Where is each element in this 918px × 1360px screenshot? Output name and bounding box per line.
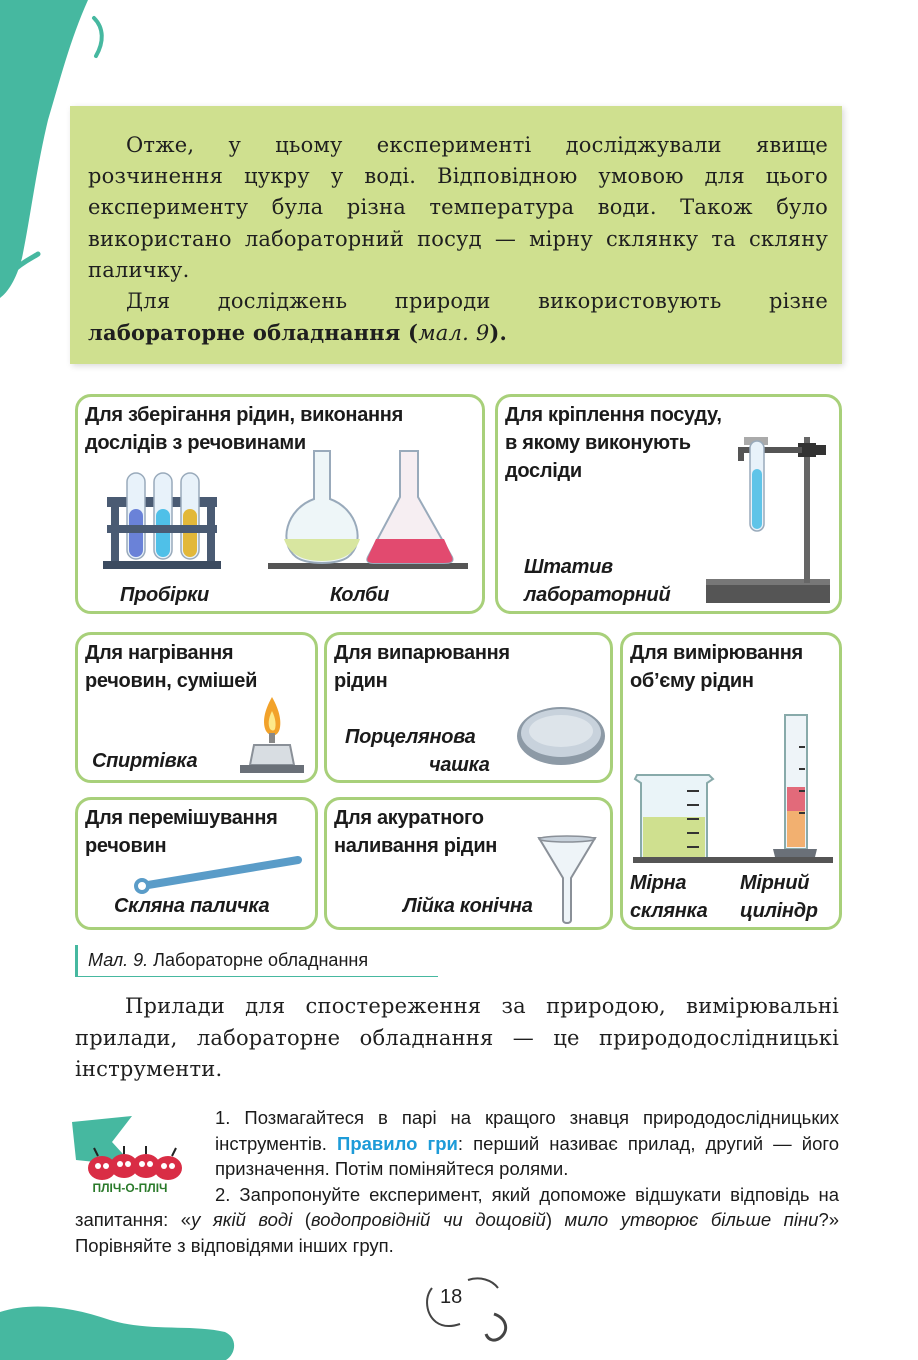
panel-measuring-title	[630, 639, 803, 695]
spirit-lamp-illustration	[234, 693, 310, 777]
task-2-end: ?» Порівняйте з відповідями інших груп.	[75, 1209, 840, 1256]
intro-p2-ref: мал. 9	[418, 321, 490, 346]
label-cylinder-line2: циліндр	[740, 900, 818, 922]
panel-pouring	[324, 797, 613, 930]
panel-storage-title-line1: Для зберігання рідин, виконання	[85, 404, 403, 426]
panel-measuring	[620, 632, 842, 930]
test-tubes-illustration	[103, 469, 223, 569]
panel-mixing-title-line1: Для перемішування	[85, 807, 278, 829]
measuring-cylinder-illustration	[771, 711, 819, 863]
panel-stand-title	[505, 401, 722, 485]
task-1-rule: Правило гри	[337, 1132, 458, 1154]
label-glass-rod: Скляна паличка	[114, 895, 270, 917]
intro-paragraph-1: Отже, у цьому експерименті досліджували явище розчинення цукру у воді. Відповідною умовою для цього експерименту була різна температура води. Також було використано лабораторний посуд — мірну склянку та скляну паличку.	[88, 133, 828, 282]
measuring-shelf	[633, 857, 833, 863]
page-number: 18	[440, 1286, 463, 1308]
panel-evaporation-title-line1: Для випарювання	[334, 642, 510, 664]
intro-p2-bold: лабораторне обладнання	[88, 320, 401, 346]
label-stand	[524, 553, 670, 609]
lab-stand-illustration	[698, 433, 834, 609]
task-2-m2: )	[545, 1209, 565, 1230]
glass-rod-illustration	[130, 852, 306, 896]
logo-text: ПЛІЧ-О-ПЛІЧ	[92, 1181, 168, 1195]
label-test-tubes: Пробірки	[120, 584, 209, 606]
measuring-beaker-illustration	[631, 771, 721, 863]
main-paragraph: Прилади для спостереження за природою, вимірювальні прилади, лабораторне обладнання — це природодослідницькі інструменти.	[75, 994, 839, 1081]
panel-heating	[75, 632, 318, 783]
label-cylinder-line1: Мірний	[740, 872, 810, 894]
flasks-illustration	[268, 447, 468, 571]
panel-heating-title-line1: Для нагрівання	[85, 642, 234, 664]
funnel-illustration	[535, 834, 599, 926]
panel-pouring-title-line2: наливання рідин	[334, 835, 498, 857]
panel-mixing	[75, 797, 318, 930]
caption-text: Лабораторне обладнання	[148, 950, 369, 970]
label-beaker-line2: склянка	[630, 900, 708, 922]
label-beaker-line1: Мірна	[630, 872, 687, 894]
panel-evaporation	[324, 632, 613, 783]
label-beaker	[630, 869, 707, 925]
panel-pouring-title-line1: Для акуратного	[334, 807, 484, 829]
label-stand-line1: Штатив	[524, 556, 613, 578]
figure-caption	[88, 950, 368, 971]
panel-pouring-title	[334, 804, 497, 860]
intro-p2-close: ).	[489, 320, 508, 346]
label-porcelain-dish-line1: Порцелянова	[345, 726, 476, 748]
task-2-i2: водопровідній чи дощовій	[310, 1209, 546, 1230]
task-2-start: 2. Запропонуйте експеримент, який допоможе відшукати відповідь на запитання: «	[75, 1183, 839, 1230]
panel-storage	[75, 394, 485, 614]
panel-mixing-title-line2: речовин	[85, 835, 167, 857]
panel-stand-title-line2: в якому виконують	[505, 432, 691, 454]
panel-stand	[495, 394, 842, 614]
panel-measuring-title-line1: Для вимірювання	[630, 642, 803, 664]
panel-stand-title-line3: досліди	[505, 460, 582, 482]
task-2-i3: мило утворює більше піни	[564, 1209, 819, 1230]
task-2-i1: у якій воді	[191, 1209, 293, 1230]
label-cylinder	[740, 869, 818, 925]
intro-p2-start: Для досліджень природи використовують різне	[126, 289, 828, 314]
panel-stand-title-line1: Для кріплення посуду,	[505, 404, 722, 426]
intro-box	[70, 106, 842, 364]
caption-ref: Мал. 9.	[88, 950, 149, 970]
label-porcelain-dish-line2: чашка	[429, 754, 490, 776]
task-2	[75, 1182, 839, 1259]
intro-p2-open: (	[400, 320, 419, 346]
label-funnel: Лійка конічна	[403, 895, 533, 917]
label-spirit-lamp: Спиртівка	[92, 750, 198, 772]
caption-bar	[75, 945, 78, 977]
label-porcelain-dish	[345, 723, 490, 779]
intro-paragraph-2	[88, 286, 828, 349]
caption-underline	[75, 976, 438, 977]
tasks-block	[75, 1105, 839, 1258]
panel-evaporation-title	[334, 639, 510, 695]
panel-evaporation-title-line2: рідин	[334, 670, 388, 692]
porcelain-dish-illustration	[515, 705, 607, 767]
teal-blob-bottom-left	[0, 1296, 240, 1360]
panel-heating-title-line2: речовин, сумішей	[85, 670, 258, 692]
panel-storage-title-line2: дослідів з речовинами	[85, 432, 306, 454]
task-2-m1: (	[292, 1209, 311, 1230]
label-stand-line2: лабораторний	[524, 584, 671, 606]
page-number-swirl	[418, 1274, 518, 1344]
task-1	[75, 1105, 839, 1182]
panel-heating-title	[85, 639, 257, 695]
panel-measuring-title-line2: об’єму рідин	[630, 670, 754, 692]
task-1-end: : перший називає прилад, другий — його призначення. Потім поміняйтеся ролями.	[215, 1132, 839, 1179]
task-1-start: 1. Позмагайтеся в парі на кращого знавця природодослідницьких інструментів.	[215, 1107, 839, 1154]
label-flasks: Колби	[330, 584, 390, 606]
